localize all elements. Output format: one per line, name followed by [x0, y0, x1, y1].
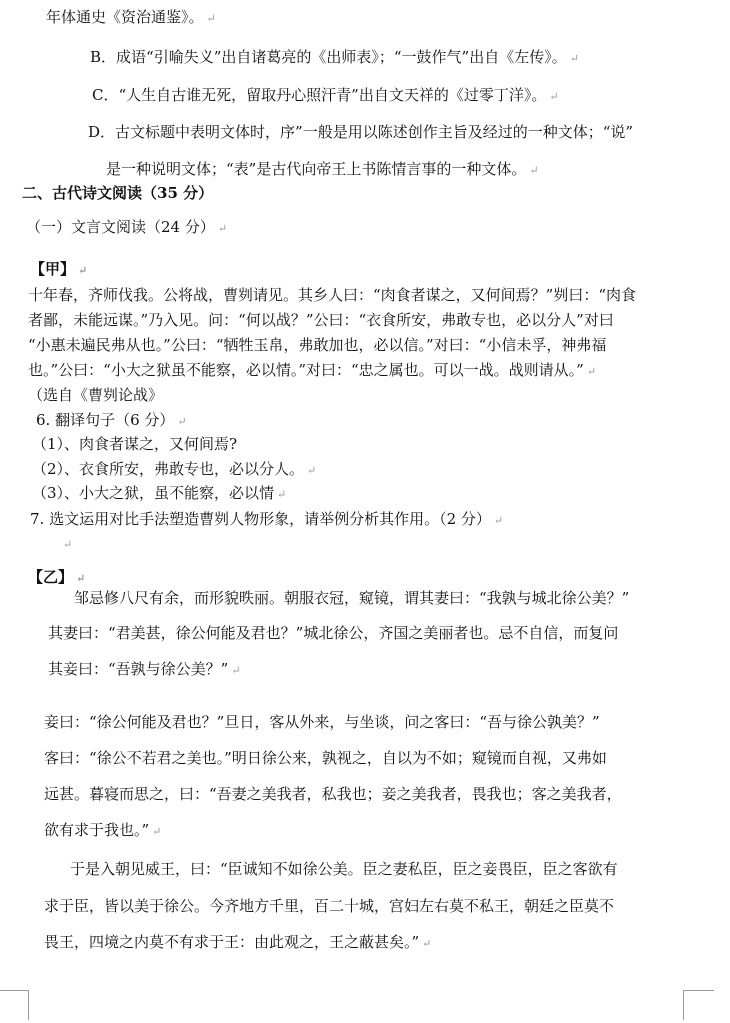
passage-yi-p3-line: 求于臣，皆以美于徐公。今齐地方千里，百二十城，宫妇左右莫不私王，朝廷之臣莫不 [44, 897, 615, 915]
paragraph-mark-icon: ↵ [529, 164, 539, 177]
passage-yi-p1-line: 邹忌修八尺有余，而形貌昳丽。朝服衣冠，窥镜，谓其妻曰：“我孰与城北徐公美？” [74, 589, 630, 607]
passage-jia-label: 【甲】 ↵ [30, 260, 88, 278]
paragraph-mark-icon: ↵ [217, 222, 228, 235]
paragraph-mark-icon: ↵ [422, 937, 432, 950]
section-2-heading: 二、古代诗文阅读（35 分） [22, 184, 214, 202]
passage-jia-line: 者鄙，未能远谋。”乃入见。问：“何以战？”公曰：“衣食所安，弗敢专也，必以分人”对曰 [28, 311, 614, 329]
passage-yi-p3-line: 于是入朝见威王，曰：“臣诚知不如徐公美。臣之妻私臣，臣之妾畏臣，臣之客欲有 [70, 860, 618, 878]
paragraph-mark-icon: ↵ [231, 664, 241, 677]
paragraph-mark-icon: ↵ [569, 52, 579, 65]
empty-paragraph [60, 532, 72, 556]
paragraph-mark-icon: ↵ [277, 488, 287, 501]
paragraph-mark-icon: ↵ [63, 538, 73, 551]
paragraph-mark-icon: ↵ [493, 514, 504, 527]
passage-yi-p1-line: 其妾曰：“吾孰与徐公美？” ↵ [48, 660, 241, 678]
passage-yi-p2-line: 欲有求于我也。” ↵ [44, 821, 162, 839]
page-corner-mark-right [683, 990, 712, 1020]
passage-yi-p2-line: 远甚。暮寝而思之，曰：“吾妻之美我者，私我也；妾之美我者，畏我也；客之美我者， [44, 785, 622, 803]
passage-jia-line: “小惠未遍民弗从也。”公曰：“牺牲玉帛，弗敢加也，必以信。”对曰：“小信未孚，神弗福 [28, 336, 607, 354]
question-6-item: （1）、肉食者谋之，又何间焉? [32, 435, 238, 453]
paragraph-mark-icon: ↵ [152, 825, 162, 838]
passage-yi-p1-line: 其妻曰：“君美甚，徐公何能及君也？”城北徐公，齐国之美丽者也。忌不自信，而复问 [48, 624, 619, 642]
paragraph-mark-icon: ↵ [307, 464, 317, 477]
option-c: C．“人生自古谁无死，留取丹心照汗青”出自文天祥的《过零丁洋》。 ↵ [92, 86, 559, 104]
question-7-title: 7. 选文运用对比手法塑造曹刿人物形象，请举例分析其作用。（2 分） ↵ [30, 510, 504, 528]
paragraph-mark-icon: ↵ [177, 415, 187, 428]
question-6-title: 6. 翻译句子（6 分） ↵ [36, 411, 187, 429]
passage-jia-source: （选自《曹刿论战》 [28, 386, 164, 404]
paragraph-mark-icon: ↵ [76, 572, 86, 585]
paragraph-mark-icon: ↵ [206, 12, 216, 25]
page-corner-mark-left [0, 990, 29, 1020]
paragraph-mark-icon: ↵ [549, 90, 559, 103]
passage-yi-p2-line: 客曰：“徐公不若君之美也。”明日徐公来，孰视之，自以为不如；窥镜而自视，又弗如 [44, 749, 607, 767]
passage-yi-p3-line: 畏王，四境之内莫不有求于王：由此观之，王之蔽甚矣。” ↵ [44, 933, 432, 951]
question-6-item: （3）、小大之狱，虽不能察，必以情 ↵ [32, 484, 287, 502]
paragraph-mark-icon: ↵ [78, 264, 88, 277]
section-2-subheading: （一）文言文阅读（24 分） ↵ [26, 218, 228, 236]
passage-jia-line: 十年春，齐师伐我。公将战，曹刿请见。其乡人曰：“肉食者谋之，又何间焉？”刿曰：“肉食 [28, 286, 637, 304]
passage-jia-line: 也。”公曰：“小大之狱虽不能察，必以情。”对曰：“忠之属也。可以一战。战则请从。” ↵ [28, 361, 597, 379]
option-d-line-2: 是一种说明文体；“表”是古代向帝王上书陈情言事的一种文体。 ↵ [106, 160, 539, 178]
option-a-continuation: 年体通史《资治通鉴》。 ↵ [46, 8, 216, 26]
paragraph-mark-icon: ↵ [586, 365, 597, 378]
question-6-item: （2）、衣食所安，弗敢专也，必以分人。 ↵ [32, 460, 317, 478]
passage-yi-p2-line: 妾曰：“徐公何能及君也？”旦日，客从外来，与坐谈，问之客曰：“吾与徐公孰美？” [44, 713, 600, 731]
passage-yi-label: 【乙】 ↵ [28, 568, 86, 586]
option-d-line-1: D．古文标题中表明文体时，序”一般是用以陈述创作主旨及经过的一种文体；“说” [88, 123, 634, 141]
option-b: B．成语“引喻失义”出自诸葛亮的《出师表》；“一鼓作气”出自《左传》。 ↵ [90, 48, 579, 66]
